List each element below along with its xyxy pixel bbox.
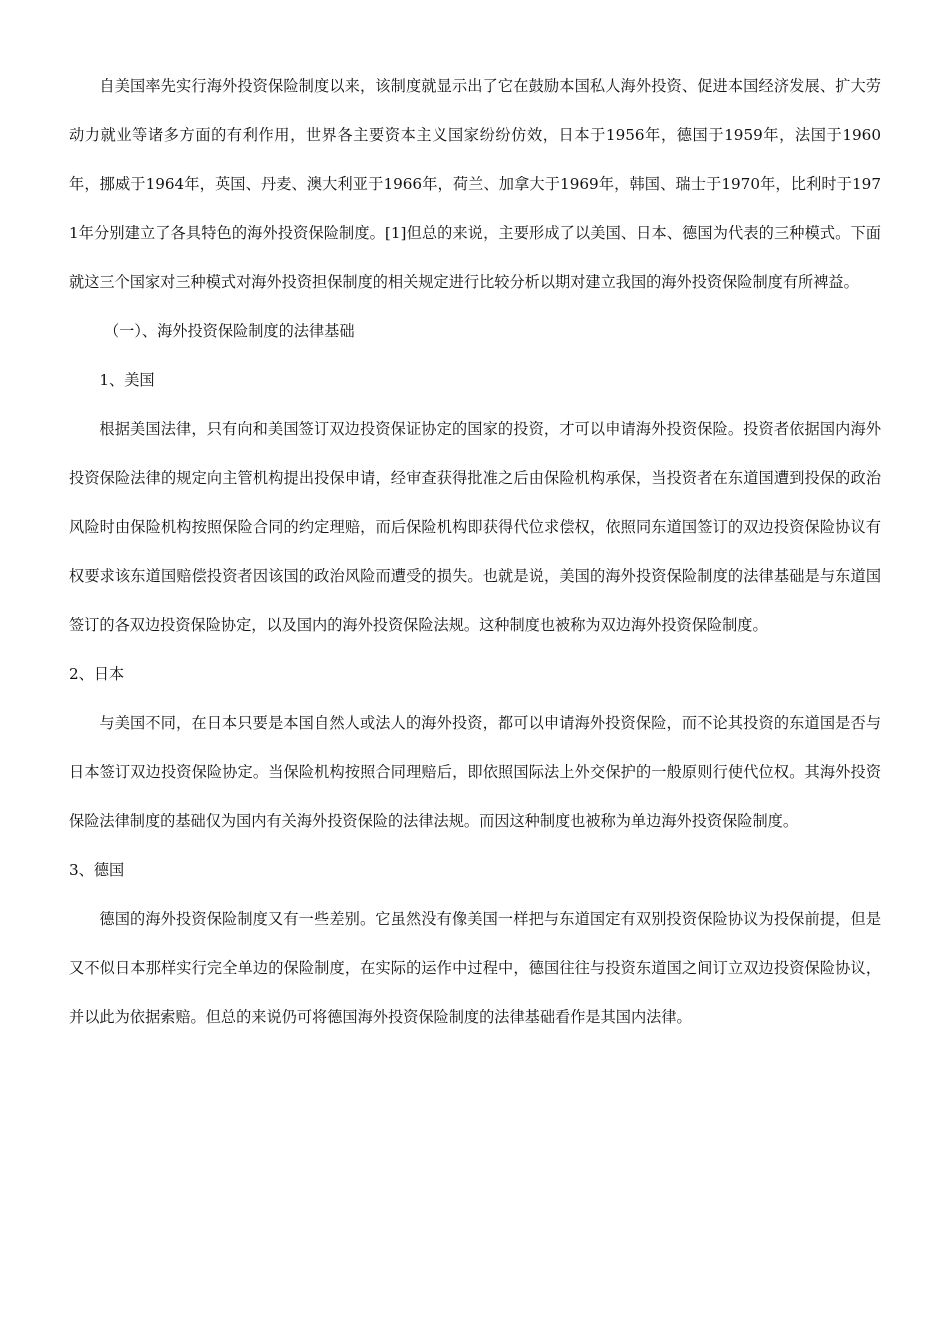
intro-paragraph: 自美国率先实行海外投资保险制度以来，该制度就显示出了它在鼓励本国私人海外投资、促进本国经济发展、扩大劳动力就业等诸多方面的有利作用，世界各主要资本主义国家纷纷仿效，日本于1956年，德国于1959年，法国于1960年，挪威于1964年，英国、丹麦、澳大利亚于1966年，荷兰、加拿大于1969年，韩国、瑞士于1970年，比利时于1971年分别建立了各具特色的海外投资保险制度。[1]但总的来说，主要形成了以美国、日本、德国为代表的三种模式。下面就这三个国家对三种模式对海外投资担保制度的相关规定进行比较分析以期对建立我国的海外投资保险制度有所裨益。 [69, 77, 881, 291]
germany-heading: 3、德国 [69, 861, 125, 879]
section-heading: （一）、海外投资保险制度的法律基础 [103, 322, 355, 340]
us-heading: 1、美国 [99, 371, 155, 389]
japan-paragraph: 与美国不同，在日本只要是本国自然人或法人的海外投资，都可以申请海外投资保险，而不论其投资的东道国是否与日本签订双边投资保险协定。当保险机构按照合同理赔后，即依照国际法上外交保护的一般原则行使代位权。其海外投资保险法律制度的基础仅为国内有关海外投资保险的法律法规。而因这种制度也被称为单边海外投资保险制度。 [69, 714, 881, 830]
germany-paragraph: 德国的海外投资保险制度又有一些差别。它虽然没有像美国一样把与东道国定有双别投资保险协议为投保前提，但是又不似日本那样实行完全单边的保险制度，在实际的运作中过程中，德国往往与投资东道国之间订立双边投资保险协议，并以此为依据索赔。但总的来说仍可将德国海外投资保险制度的法律基础看作是其国内法律。 [69, 910, 881, 1026]
us-paragraph: 根据美国法律，只有向和美国签订双边投资保证协定的国家的投资，才可以申请海外投资保险。投资者依据国内海外投资保险法律的规定向主管机构提出投保申请，经审查获得批准之后由保险机构承保，当投资者在东道国遭到投保的政治风险时由保险机构按照保险合同的约定理赔，而后保险机构即获得代位求偿权，依照同东道国签订的双边投资保险协议有权要求该东道国赔偿投资者因该国的政治风险而遭受的损失。也就是说，美国的海外投资保险制度的法律基础是与东道国签订的各双边投资保险协定，以及国内的海外投资保险法规。这种制度也被称为双边海外投资保险制度。 [69, 420, 881, 634]
document-body [69, 62, 881, 1042]
japan-heading: 2、日本 [69, 665, 125, 683]
